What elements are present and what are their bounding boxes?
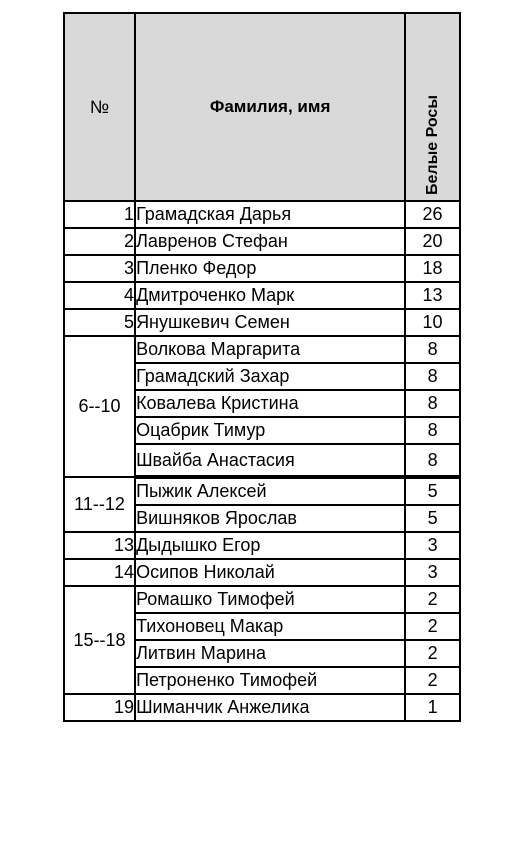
score-cell: 1 [405, 694, 460, 721]
table-row [64, 201, 460, 228]
place-cell: 2 [64, 228, 135, 255]
table-row [64, 336, 460, 363]
place-cell: 3 [64, 255, 135, 282]
place-cell: 19 [64, 694, 135, 721]
score-cell: 8 [405, 363, 460, 390]
header-row [64, 13, 460, 201]
table-row [64, 477, 460, 505]
name-cell: Шиманчик Анжелика [135, 694, 405, 721]
score-cell: 5 [405, 505, 460, 532]
name-cell: Швайба Анастасия [135, 444, 405, 477]
name-cell: Тихоновец Макар [135, 613, 405, 640]
name-cell: Литвин Марина [135, 640, 405, 667]
name-cell: Янушкевич Семен [135, 309, 405, 336]
name-cell: Волкова Маргарита [135, 336, 405, 363]
score-cell: 20 [405, 228, 460, 255]
name-cell: Петроненко Тимофей [135, 667, 405, 694]
name-cell: Дыдышко Егор [135, 532, 405, 559]
score-cell: 13 [405, 282, 460, 309]
header-number: № [64, 13, 135, 201]
score-cell: 5 [405, 477, 460, 505]
score-cell: 2 [405, 640, 460, 667]
header-score [405, 13, 460, 201]
score-cell: 8 [405, 417, 460, 444]
table-row [64, 694, 460, 721]
place-cell: 14 [64, 559, 135, 586]
score-cell: 3 [405, 532, 460, 559]
score-cell: 3 [405, 559, 460, 586]
header-score-label: Белые Росы [423, 95, 441, 195]
score-cell: 18 [405, 255, 460, 282]
place-cell: 5 [64, 309, 135, 336]
name-cell: Пленко Федор [135, 255, 405, 282]
name-cell: Оцабрик Тимур [135, 417, 405, 444]
name-cell: Дмитроченко Марк [135, 282, 405, 309]
name-cell: Осипов Николай [135, 559, 405, 586]
place-cell: 4 [64, 282, 135, 309]
score-cell: 8 [405, 336, 460, 363]
score-cell: 2 [405, 586, 460, 613]
name-cell: Пыжик Алексей [135, 477, 405, 505]
table-row [64, 559, 460, 586]
table-row [64, 282, 460, 309]
table-row [64, 586, 460, 613]
place-cell: 1 [64, 201, 135, 228]
name-cell: Грамадская Дарья [135, 201, 405, 228]
place-cell: 13 [64, 532, 135, 559]
name-cell: Грамадский Захар [135, 363, 405, 390]
place-cell: 11--12 [64, 477, 135, 532]
place-cell: 15--18 [64, 586, 135, 694]
score-cell: 2 [405, 613, 460, 640]
score-cell: 10 [405, 309, 460, 336]
table-row [64, 309, 460, 336]
name-cell: Ромашко Тимофей [135, 586, 405, 613]
table-row [64, 228, 460, 255]
table-row [64, 255, 460, 282]
name-cell: Ковалева Кристина [135, 390, 405, 417]
table-row [64, 532, 460, 559]
score-cell: 8 [405, 390, 460, 417]
score-cell: 26 [405, 201, 460, 228]
score-cell: 2 [405, 667, 460, 694]
name-cell: Лавренов Стефан [135, 228, 405, 255]
score-cell: 8 [405, 444, 460, 477]
results-table [63, 12, 461, 722]
header-name: Фамилия, имя [135, 13, 405, 201]
name-cell: Вишняков Ярослав [135, 505, 405, 532]
place-cell: 6--10 [64, 336, 135, 477]
